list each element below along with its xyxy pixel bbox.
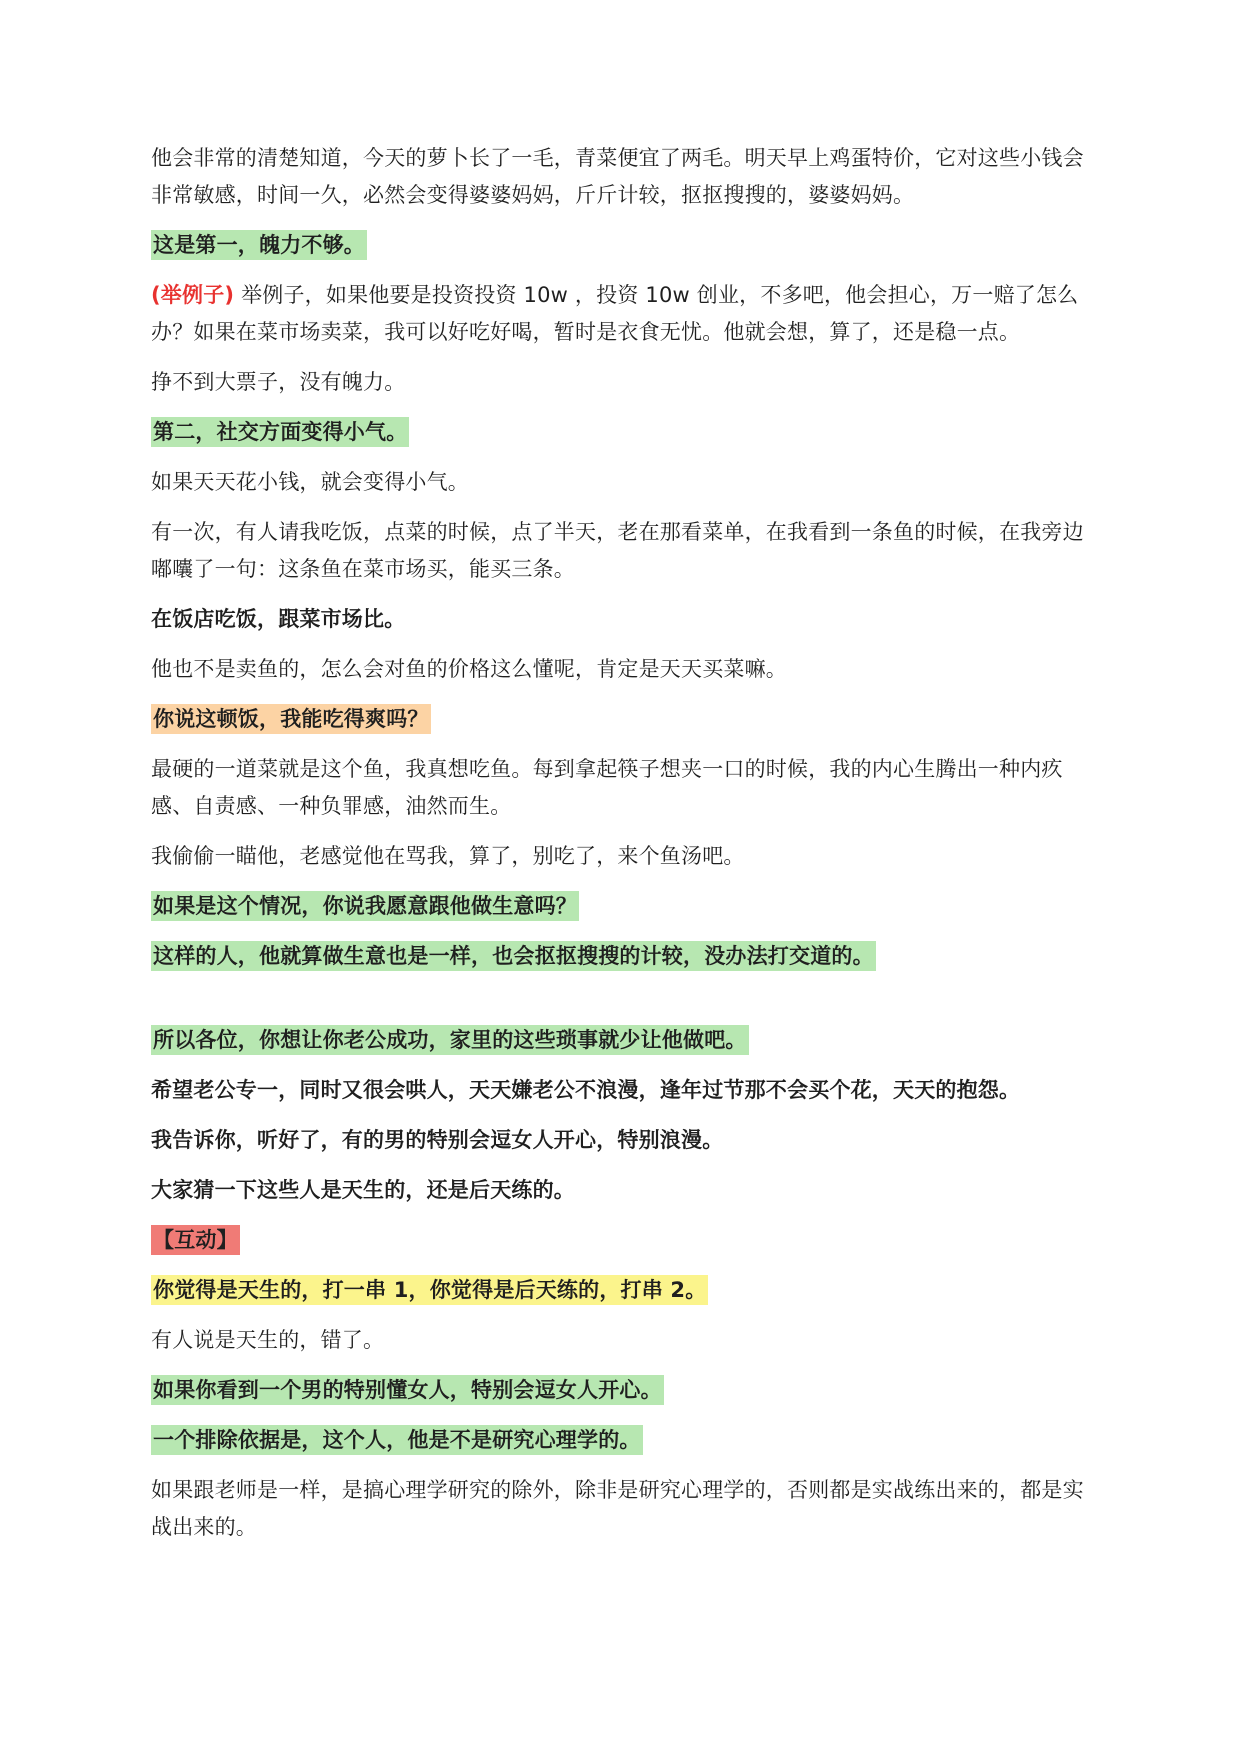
paragraph — [151, 140, 1101, 214]
highlighted-heading — [151, 227, 1101, 264]
green-highlight-text: 这是第一，魄力不够。 — [151, 230, 367, 260]
paragraph — [151, 651, 1101, 688]
paragraph — [151, 277, 1101, 351]
green-highlight-text: 一个排除依据是，这个人，他是不是研究心理学的。 — [151, 1425, 643, 1455]
bold-paragraph — [151, 1072, 1101, 1109]
paragraph-text: 大家猜一下这些人是天生的，还是后天练的。 — [151, 1178, 575, 1202]
green-highlight-text: 这样的人，他就算做生意也是一样，也会抠抠搜搜的计较，没办法打交道的。 — [151, 941, 876, 971]
interaction-tag — [151, 1222, 1101, 1259]
paragraph — [151, 514, 1101, 588]
paragraph-text: 最硬的一道菜就是这个鱼，我真想吃鱼。每到拿起筷子想夹一口的时候，我的内心生腾出一种内疚感、自责感、一种负罪感，油然而生。 — [151, 757, 1063, 818]
yellow-highlight-text: 你觉得是天生的，打一串 1，你觉得是后天练的，打串 2。 — [151, 1275, 708, 1305]
highlighted-heading — [151, 1022, 1101, 1059]
paragraph-text: 有人说是天生的，错了。 — [151, 1328, 385, 1352]
document-body — [151, 140, 1101, 1559]
bold-paragraph — [151, 1172, 1101, 1209]
green-highlight-text: 所以各位，你想让你老公成功，家里的这些琐事就少让他做吧。 — [151, 1025, 749, 1055]
bold-paragraph — [151, 1122, 1101, 1159]
paragraph-text: 挣不到大票子，没有魄力。 — [151, 370, 406, 394]
red-highlight-text: 【互动】 — [151, 1225, 240, 1255]
green-highlight-text: 如果你看到一个男的特别懂女人，特别会逗女人开心。 — [151, 1375, 664, 1405]
highlighted-heading — [151, 938, 1101, 975]
bold-paragraph — [151, 601, 1101, 638]
paragraph — [151, 464, 1101, 501]
highlighted-heading — [151, 1372, 1101, 1409]
highlighted-heading — [151, 1272, 1101, 1309]
paragraph-text: 如果天天花小钱，就会变得小气。 — [151, 470, 469, 494]
blank-line — [151, 988, 1101, 1022]
paragraph — [151, 1472, 1101, 1546]
green-highlight-text: 第二，社交方面变得小气。 — [151, 417, 409, 447]
green-highlight-text: 如果是这个情况，你说我愿意跟他做生意吗？ — [151, 891, 579, 921]
example-label: (举例子) — [151, 283, 235, 307]
paragraph-text: 我偷偷一瞄他，老感觉他在骂我，算了，别吃了，来个鱼汤吧。 — [151, 844, 745, 868]
paragraph-text: 他也不是卖鱼的，怎么会对鱼的价格这么懂呢，肯定是天天买菜嘛。 — [151, 657, 787, 681]
paragraph-text: 他会非常的清楚知道，今天的萝卜长了一毛，青菜便宜了两毛。明天早上鸡蛋特价，它对这些小钱会非常敏感，时间一久，必然会变得婆婆妈妈，斤斤计较，抠抠搜搜的，婆婆妈妈。 — [151, 146, 1084, 207]
paragraph — [151, 364, 1101, 401]
paragraph — [151, 838, 1101, 875]
highlighted-heading — [151, 414, 1101, 451]
paragraph-text: 我告诉你，听好了，有的男的特别会逗女人开心，特别浪漫。 — [151, 1128, 724, 1152]
orange-highlight-text: 你说这顿饭，我能吃得爽吗？ — [151, 704, 431, 734]
paragraph-text: 举例子，如果他要是投资投资 10w ，投资 10w 创业，不多吧，他会担心，万一赔了怎么办？如果在菜市场卖菜，我可以好吃好喝，暂时是衣食无忧。他就会想，算了，还是稳一点。 — [151, 283, 1079, 344]
highlighted-heading — [151, 888, 1101, 925]
highlighted-heading — [151, 701, 1101, 738]
paragraph — [151, 1322, 1101, 1359]
paragraph-text: 在饭店吃饭，跟菜市场比。 — [151, 607, 406, 631]
paragraph-text: 如果跟老师是一样，是搞心理学研究的除外，除非是研究心理学的，否则都是实战练出来的，都是实战出来的。 — [151, 1478, 1084, 1539]
paragraph-text: 有一次，有人请我吃饭，点菜的时候，点了半天，老在那看菜单，在我看到一条鱼的时候，在我旁边嘟囔了一句：这条鱼在菜市场买，能买三条。 — [151, 520, 1084, 581]
paragraph — [151, 751, 1101, 825]
paragraph-text: 希望老公专一，同时又很会哄人，天天嫌老公不浪漫，逢年过节那不会买个花，天天的抱怨。 — [151, 1078, 1021, 1102]
highlighted-heading — [151, 1422, 1101, 1459]
